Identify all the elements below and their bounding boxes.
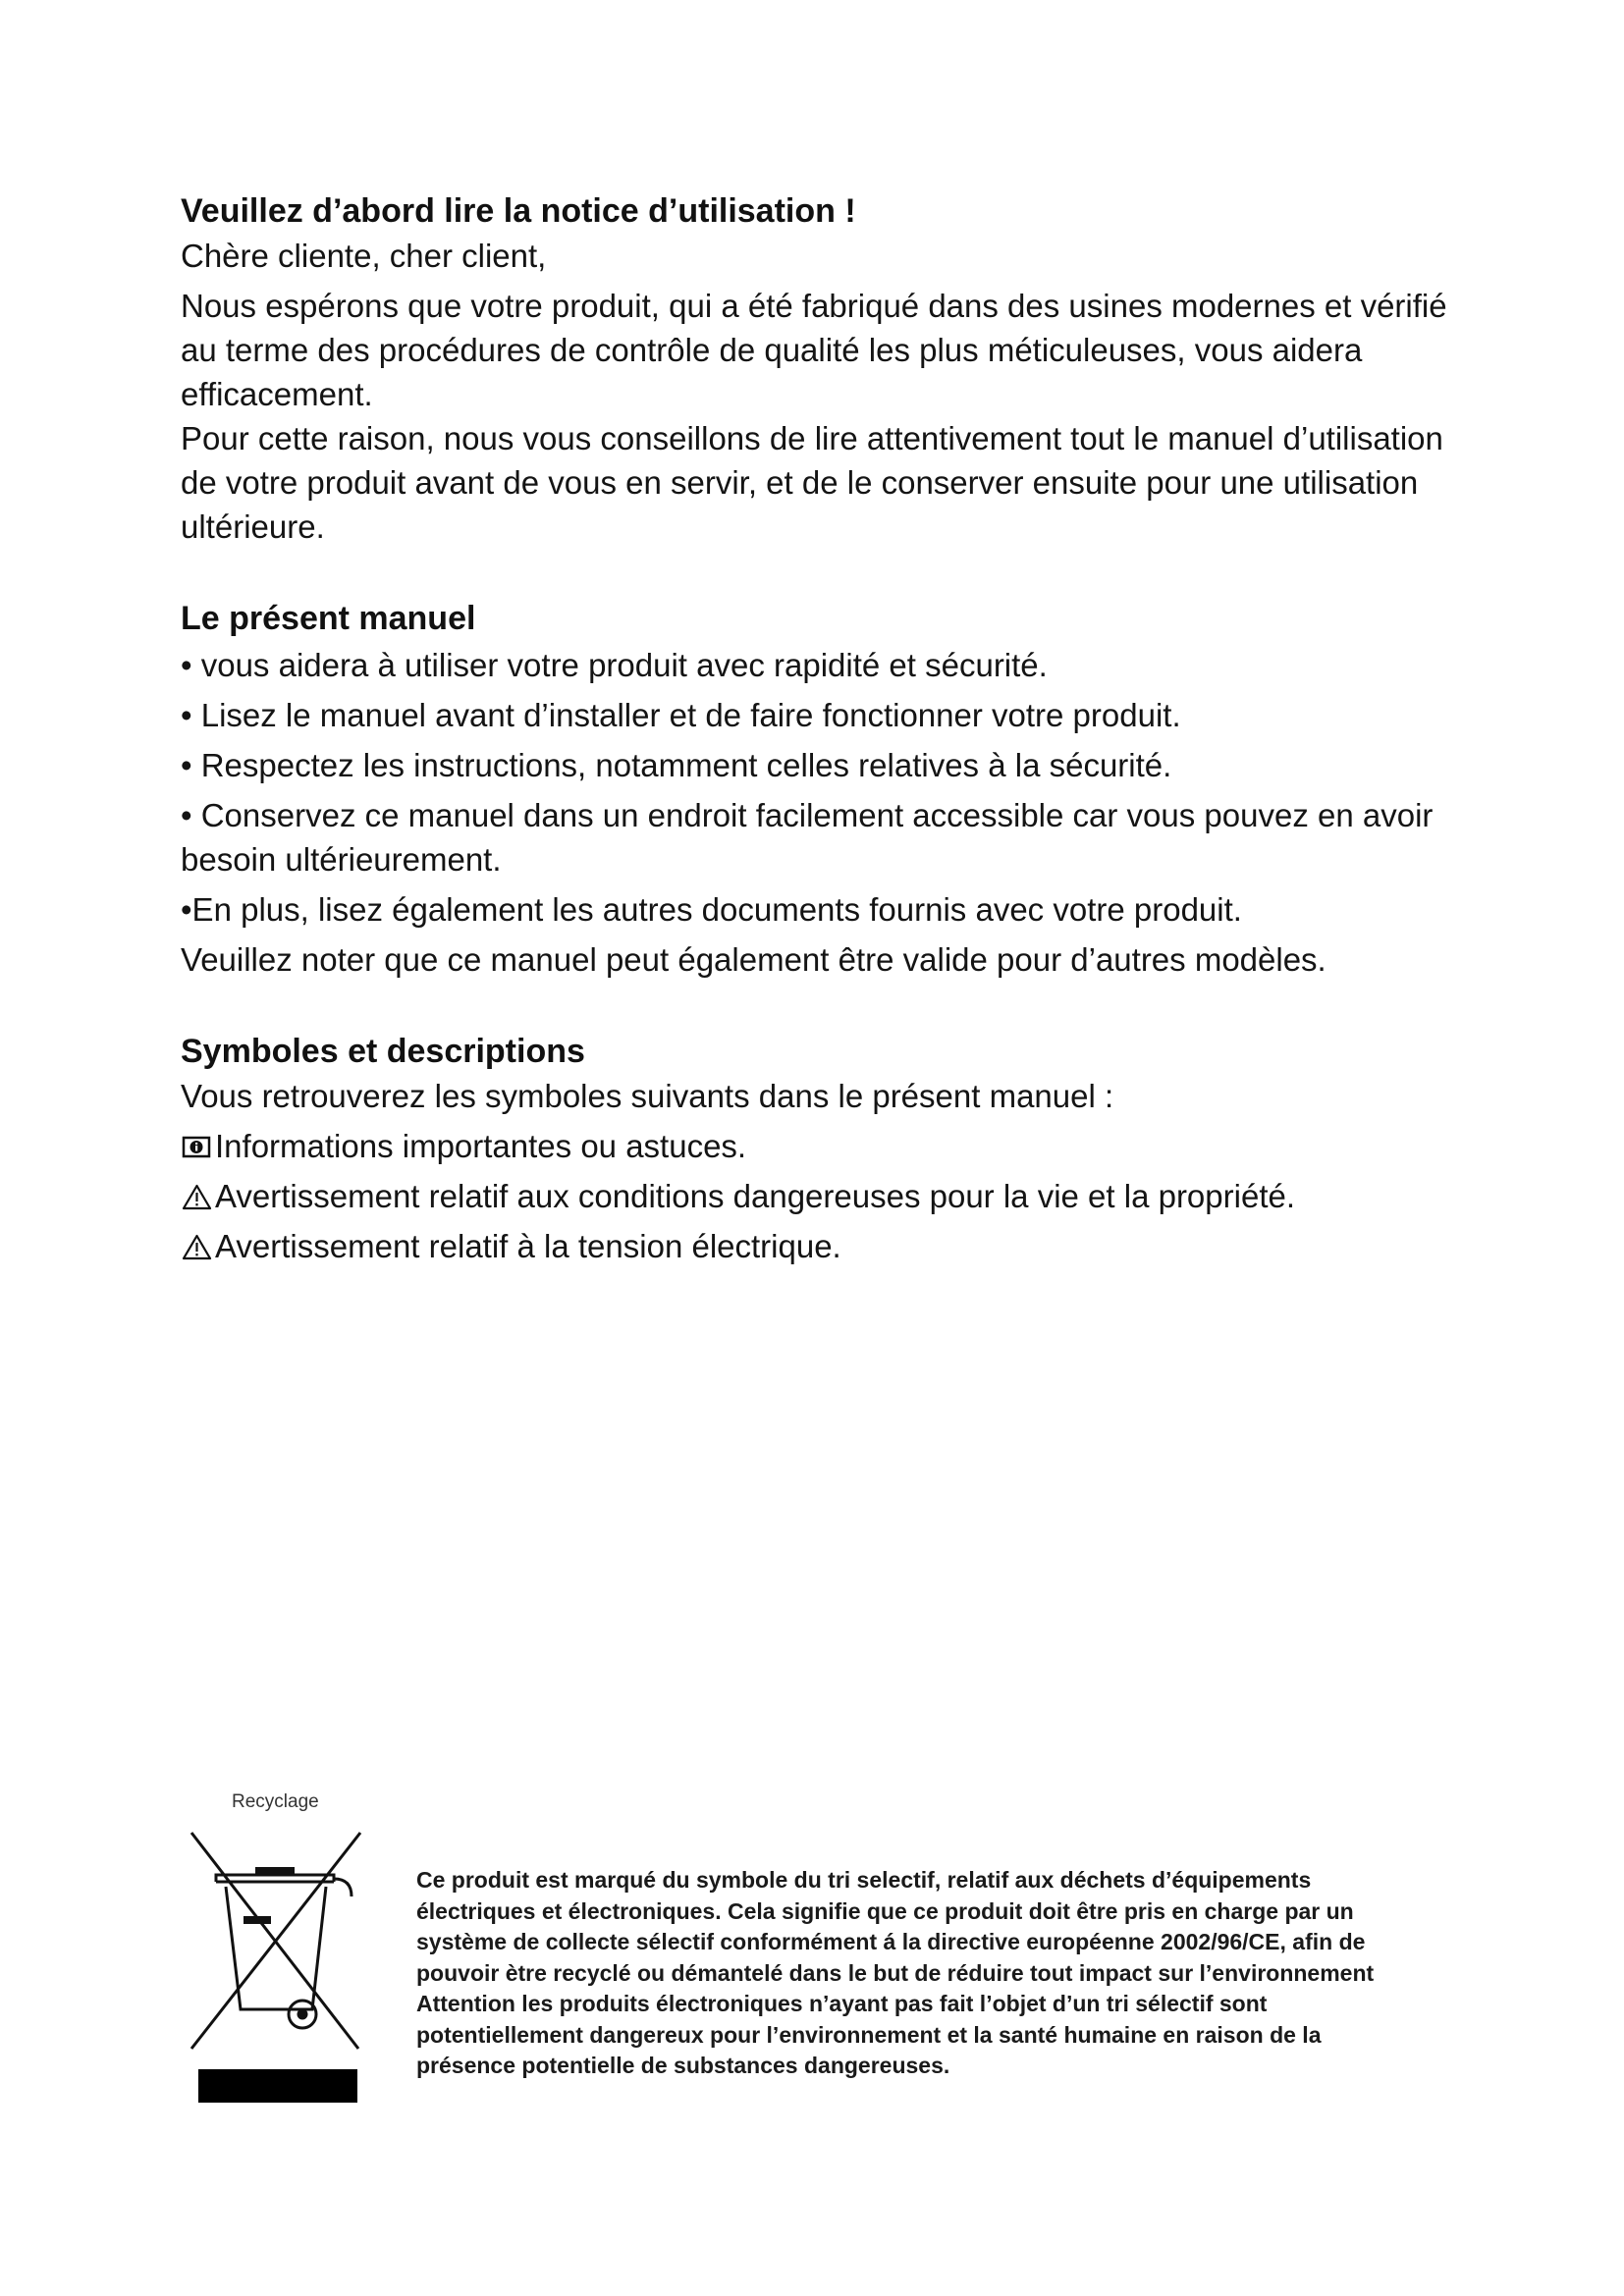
info-icon (181, 1132, 213, 1161)
intro-paragraph-2: Pour cette raison, nous vous conseillons de lire attentivement tout le manuel d’utilisation de votre produit avant de vous en servir, et de le conserver ensuite pour une utilisation ultérieure. (181, 420, 1443, 545)
intro-title: Veuillez d’abord lire la notice d’utilisation ! (181, 192, 856, 230)
symbol-item-warning (181, 1174, 1457, 1218)
greeting: Chère cliente, cher client, (181, 238, 547, 274)
symbol-text: Avertissement relatif à la tension électrique. (215, 1228, 841, 1264)
manual-note: Veuillez noter que ce manuel peut également être valide pour d’autres modèles. (181, 941, 1326, 978)
manual-bullet: • Conservez ce manuel dans un endroit facilement accessible car vous pouvez en avoir besoin ultérieurement. (181, 797, 1434, 878)
symbol-text: Informations importantes ou astuces. (215, 1128, 747, 1164)
manual-bullet: •En plus, lisez également les autres documents fournis avec votre produit. (181, 891, 1242, 928)
manual-bullet: • Respectez les instructions, notamment celles relatives à la sécurité. (181, 747, 1172, 783)
symbols-intro: Vous retrouverez les symboles suivants dans le présent manuel : (181, 1078, 1114, 1114)
warning-icon (181, 1182, 213, 1211)
symbol-item-voltage (181, 1224, 1457, 1268)
symbol-text: Avertissement relatif aux conditions dangereuses pour la vie et la propriété. (215, 1178, 1296, 1214)
warning-icon (181, 1232, 213, 1261)
manual-bullet: • Lisez le manuel avant d’installer et de faire fonctionner votre produit. (181, 697, 1181, 733)
recycling-text: Ce produit est marqué du symbole du tri selectif, relatif aux déchets d’équipements électriques et électroniques. Cela signifie que ce produit doit être pris en charge par un système de collecte sélectif conformément á la directive européenne 2002/96/CE, afin de pouvoir ètre recyclé ou démantelé dans le but de réduire tout impact sur l’environnement Attention les produits électroniques n’ayant pas fait l’objet d’un tri sélectif sont potentiellement dangereux pour l’environnement et la santé humaine en raison de la présence potentielle de substances dangereuses. (416, 1867, 1375, 2078)
manual-title: Le présent manuel (181, 600, 476, 637)
content (181, 188, 1457, 1268)
crossed-out-bin-icon (187, 1828, 365, 2063)
bin-underbar (198, 2069, 357, 2103)
intro-paragraph-1: Nous espérons que votre produit, qui a été fabriqué dans des usines modernes et vérifié au terme des procédures de contrôle de qualité les plus méticuleuses, vous aidera efficacement. (181, 288, 1447, 412)
symbols-title: Symboles et descriptions (181, 1033, 585, 1070)
symbol-item-info (181, 1124, 1457, 1168)
recycling-label: Recyclage (232, 1791, 319, 1812)
manual-bullet: • vous aidera à utiliser votre produit avec rapidité et sécurité. (181, 647, 1048, 683)
